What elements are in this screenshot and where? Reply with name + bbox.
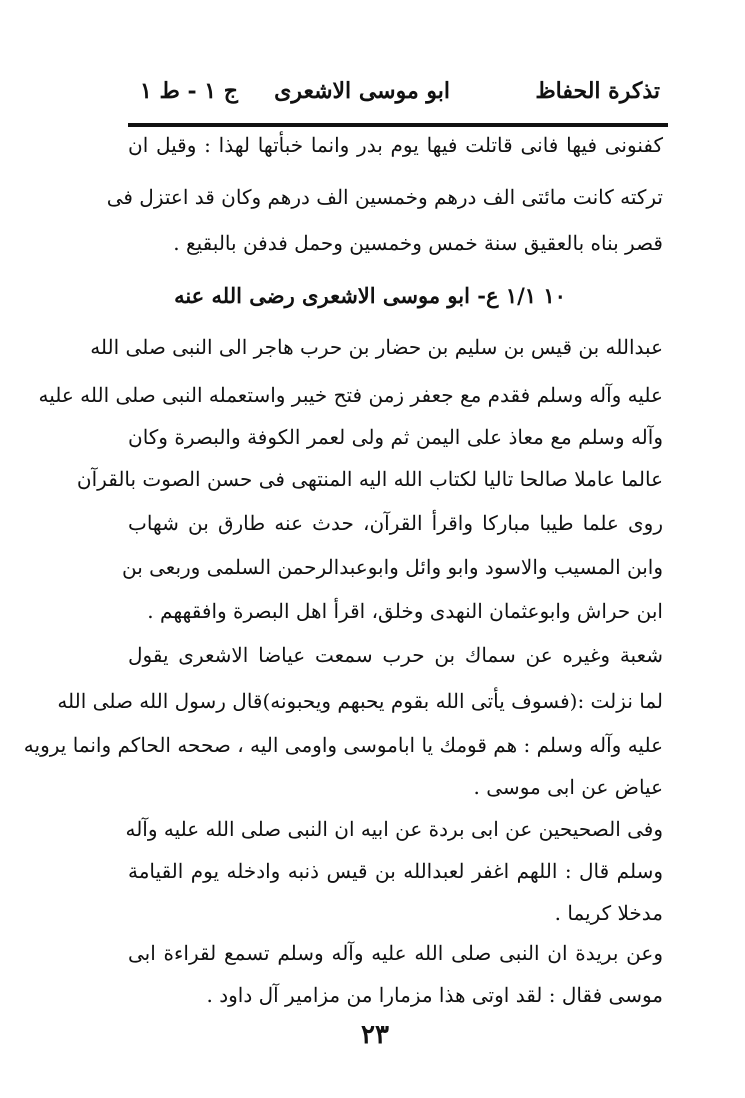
text-line: موسى فقال : لقد اوتى هذا مزمارا من مزامير آل داود . [206,983,663,1007]
text-line: روى علما طيبا مباركا واقرأ القرآن، حدث عنه طارق بن شهاب [128,511,663,535]
header-rule [128,123,668,127]
page-number: ٢٣ [361,1020,389,1050]
text-line: كفنونى فيها فانى قاتلت فيها يوم بدر وانما خبأتها لهذا : وقيل ان [128,133,663,157]
text-line: عالما عاملا صالحا تاليا لكتاب الله اليه المنتهى فى حسن الصوت بالقرآن [76,467,663,491]
text-line: وعن بريدة ان النبى صلى الله عليه وآله وسلم تسمع لقراءة ابى [128,941,663,965]
text-line: مدخلا كريما . [554,901,663,925]
text-line: عبدالله بن قيس بن سليم بن حضار بن حرب هاجر الى النبى صلى الله [90,335,663,359]
text-line: عليه وآله وسلم فقدم مع جعفر زمن فتح خيبر واستعمله النبى صلى الله عليه [38,383,663,407]
text-line: شعبة وغيره عن سماك بن حرب سمعت عياضا الاشعرى يقول [128,643,663,667]
text-line: قصر بناه بالعقيق سنة خمس وخمسين وحمل فدفن بالبقيع . [173,231,663,255]
header-book-title: تذكرة الحفاظ [535,78,660,104]
text-line: عليه وآله وسلم : هم قومك يا اباموسى واومى اليه ، صححه الحاكم وانما يرويه [23,733,663,757]
text-line: وسلم قال : اللهم اغفر لعبدالله بن قيس ذنبه وادخله يوم القيامة [128,859,663,883]
text-line: ابن حراش وابوعثمان النهدى وخلق، اقرأ اهل البصرة وافقههم . [147,599,663,623]
running-header [140,78,660,118]
header-volume: ج ١ - ط ١ [140,78,238,104]
entry-title: ١٠ ١/١ ع- ابو موسى الاشعرى رضى الله عنه [174,283,566,308]
text-line: تركته كانت مائتى الف درهم وخمسين الف درهم وكان قد اعتزل فى [106,185,663,209]
text-line: وفى الصحيحين عن ابى بردة عن ابيه ان النبى صلى الله عليه وآله [125,817,663,841]
text-line: لما نزلت :(فسوف يأتى الله بقوم يحبهم ويحبونه)قال رسول الله صلى الله [57,689,663,713]
header-subject: ابو موسى الاشعرى [274,78,450,104]
text-line: وابن المسيب والاسود وابو وائل وابوعبدالرحمن السلمى وربعى بن [121,555,663,579]
text-line: وآله وسلم مع معاذ على اليمن ثم ولى لعمر الكوفة والبصرة وكان [128,425,663,449]
text-line: عياض عن ابى موسى . [473,775,663,799]
